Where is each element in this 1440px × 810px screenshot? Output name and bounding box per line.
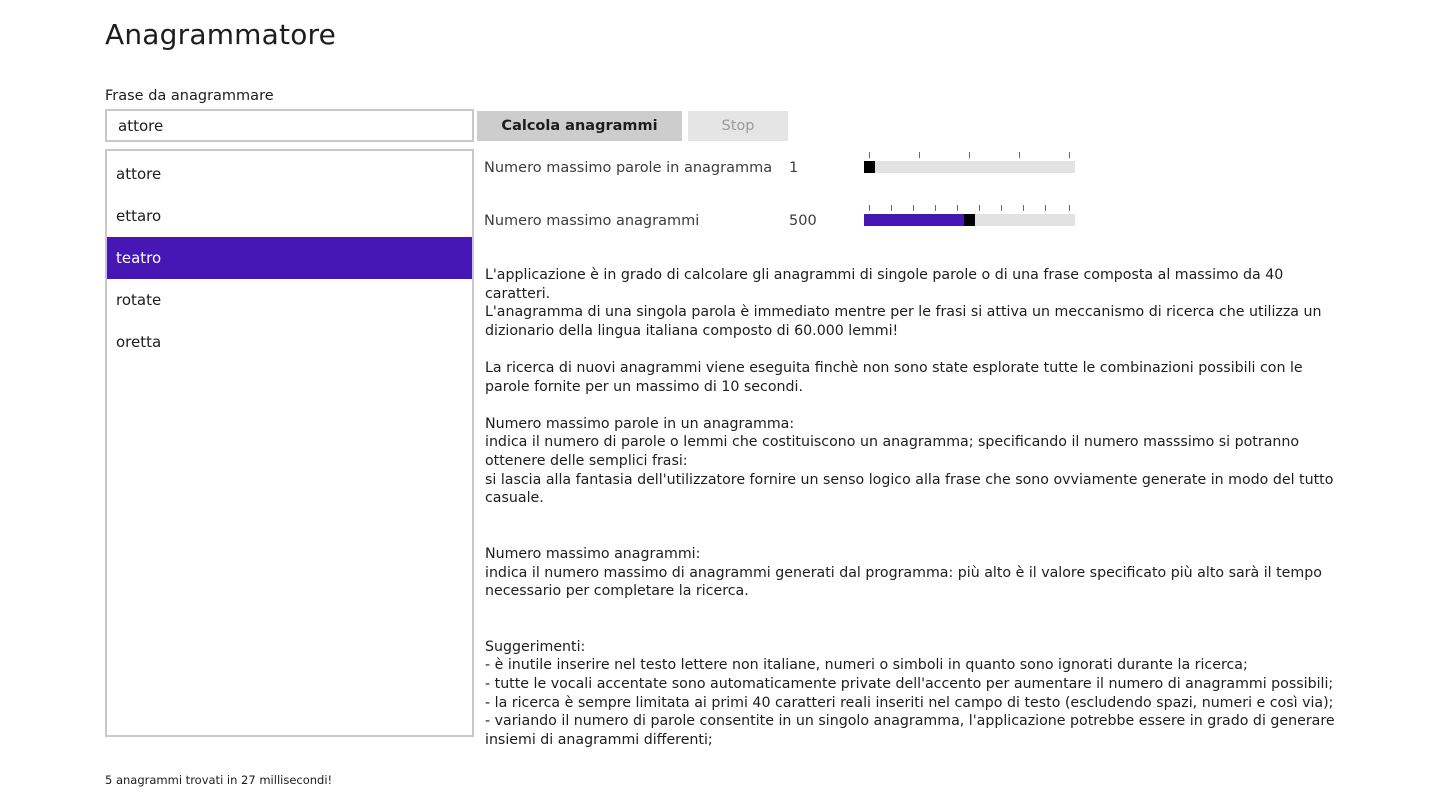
max-words-slider[interactable] bbox=[864, 161, 1075, 173]
slider-tick bbox=[1069, 152, 1070, 158]
description-line: si lascia alla fantasia dell'utilizzatore fornire un senso logico alla frase che sono ovviamente generate in modo del tutto casuale. bbox=[485, 471, 1334, 507]
slider-tick bbox=[869, 152, 870, 158]
slider-thumb[interactable] bbox=[964, 214, 975, 226]
description-line: - tutte le vocali accentate sono automaticamente private dell'accento per aumentare il numero di anagrammi possibili; bbox=[485, 676, 1334, 693]
page-title: Anagrammatore bbox=[105, 18, 337, 51]
slider-tick bbox=[1023, 205, 1024, 211]
slider-tick bbox=[957, 205, 958, 211]
max-anagrams-ticks bbox=[864, 205, 1075, 212]
max-words-ticks bbox=[864, 152, 1075, 159]
description-line: indica il numero di parole o lemmi che costituiscono un anagramma; specificando il numero masssimo si potranno ottenere delle semplici frasi: bbox=[485, 434, 1300, 469]
description-line: L'anagramma di una singola parola è immediato mentre per le frasi si attiva un meccanismo di ricerca che utilizza un dizionario della lingua italiana composto di 60.000 lemmi! bbox=[485, 304, 1322, 339]
description-heading: Numero massimo anagrammi: bbox=[485, 545, 701, 562]
slider-tick bbox=[1045, 205, 1046, 211]
slider-tick bbox=[891, 205, 892, 211]
max-anagrams-slider[interactable] bbox=[864, 214, 1075, 226]
phrase-label: Frase da anagrammare bbox=[105, 88, 274, 104]
max-anagrams-label: Numero massimo anagrammi bbox=[484, 213, 700, 229]
max-anagrams-value: 500 bbox=[789, 213, 817, 229]
calculate-button[interactable]: Calcola anagrammi bbox=[477, 111, 682, 141]
description-heading: Numero massimo parole in un anagramma: bbox=[485, 415, 795, 432]
max-words-label: Numero massimo parole in anagramma bbox=[484, 160, 773, 176]
description-line: - variando il numero di parole consentite in un singolo anagramma, l'applicazione potrebbe essere in grado di generare insiemi di anagrammi differenti; bbox=[485, 713, 1335, 748]
description-line: - è inutile inserire nel testo lettere non italiane, numeri o simboli in quanto sono ignorati durante la ricerca; bbox=[485, 657, 1248, 674]
description-heading: Suggerimenti: bbox=[485, 638, 586, 655]
slider-tick bbox=[1001, 205, 1002, 211]
description-line: La ricerca di nuovi anagrammi viene eseguita finchè non sono state esplorate tutte le combinazioni possibili con le parole fornite per un massimo di 10 secondi. bbox=[485, 359, 1303, 395]
stop-button[interactable]: Stop bbox=[688, 111, 788, 141]
slider-tick bbox=[1019, 152, 1020, 158]
description-text bbox=[485, 266, 1345, 748]
slider-tick bbox=[913, 205, 914, 211]
list-item[interactable]: teatro bbox=[107, 237, 472, 279]
results-list[interactable] bbox=[105, 149, 474, 737]
slider-tick bbox=[979, 205, 980, 211]
slider-fill bbox=[864, 214, 964, 226]
slider-tick bbox=[935, 205, 936, 211]
description-line: L'applicazione è in grado di calcolare gli anagrammi di singole parole o di una frase composta al massimo da 40 caratteri. bbox=[485, 267, 1284, 302]
slider-tick bbox=[1069, 205, 1070, 211]
status-text: 5 anagrammi trovati in 27 millisecondi! bbox=[105, 773, 333, 787]
slider-tick bbox=[969, 152, 970, 158]
slider-tick bbox=[869, 205, 870, 211]
description-line: indica il numero massimo di anagrammi generati dal programma: più alto è il valore specificato più alto sarà il tempo necessario per completare la ricerca. bbox=[485, 564, 1322, 600]
slider-tick bbox=[919, 152, 920, 158]
phrase-input[interactable] bbox=[105, 109, 474, 142]
list-item[interactable]: attore bbox=[116, 165, 162, 183]
list-item[interactable]: oretta bbox=[116, 333, 162, 351]
list-item[interactable]: rotate bbox=[116, 291, 162, 309]
max-words-value: 1 bbox=[789, 160, 799, 176]
slider-thumb[interactable] bbox=[864, 161, 875, 173]
description-line: - la ricerca è sempre limitata ai primi 40 caratteri reali inseriti nel campo di testo (escludendo spazi, numeri e così via); bbox=[485, 694, 1334, 711]
list-item[interactable]: ettaro bbox=[116, 207, 162, 225]
